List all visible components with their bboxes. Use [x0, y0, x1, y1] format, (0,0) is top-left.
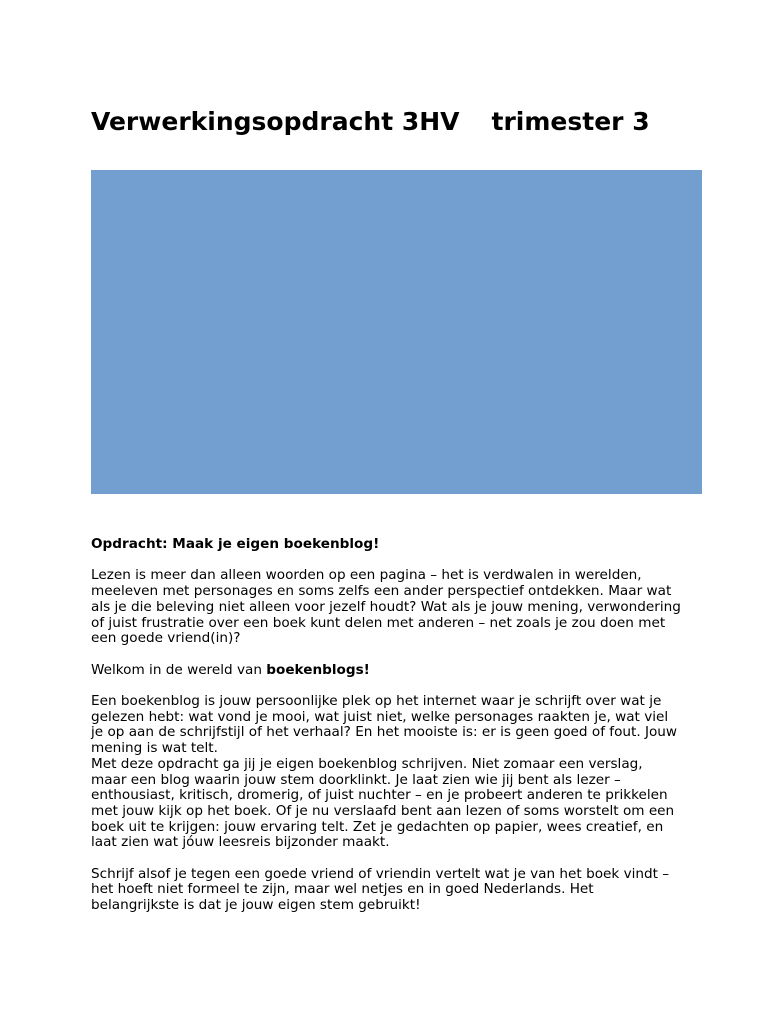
writing-tip-paragraph: Schrijf alsof je tegen een goede vriend of vriendin vertelt wat je van het boek vindt – het hoeft niet formeel te zijn, maar wel netjes en in goed Nederlands. Het belangrijkste is dat je jouw eigen stem gebruikt! [91, 865, 670, 914]
blog-explanation-text: Een boekenblog is jouw persoonlijke plek op het internet waar je schrijft over wat je gelezen hebt: wat vond je mooi, wat juist niet, welke personages raakten je, wat viel je op aan de schrijfstijl of het verhaal? En het mooiste is: er is geen goed of fout. Jouw mening is wat telt. [91, 692, 678, 757]
welcome-text: Welkom in de wereld van [91, 661, 267, 678]
document-body [91, 537, 681, 930]
banner-image-placeholder [91, 170, 702, 494]
welcome-line [91, 663, 681, 679]
page-title [91, 106, 650, 138]
title-main: Verwerkingsopdracht 3HV [91, 107, 460, 136]
assignment-explanation-text: Met deze opdracht ga jij je eigen boekenblog schrijven. Niet zomaar een verslag, maar een blog waarin jouw stem doorklinkt. Je laat zien wie jij bent als lezer – enthousiast, kritisch, dromerig, of juist nuchter – en je probeert anderen te prikkelen met jouw kijk op het boek. Of je nu verslaafd bent aan lezen of soms worstelt om een boek uit te krijgen: jouw ervaring telt. Zet je gedachten op papier, wees creatief, en laat zien wat jóuw leesreis bijzonder maakt. [91, 755, 675, 851]
welcome-bold-text: boekenblogs! [266, 661, 370, 678]
blog-explanation-paragraph [91, 694, 681, 851]
title-trimester: trimester 3 [491, 107, 650, 136]
assignment-heading: Opdracht: Maak je eigen boekenblog! [91, 536, 380, 552]
intro-paragraph: Lezen is meer dan alleen woorden op een pagina – het is verdwalen in werelden, meeleven met personages en soms zelfs een ander perspectief ontdekken. Maar wat als je die beleving niet alleen voor jezelf houdt? Wat als je jouw mening, verwondering of juist frustratie over een boek kunt delen met anderen – net zoals je zou doen met een goede vriend(in)? [91, 567, 681, 647]
